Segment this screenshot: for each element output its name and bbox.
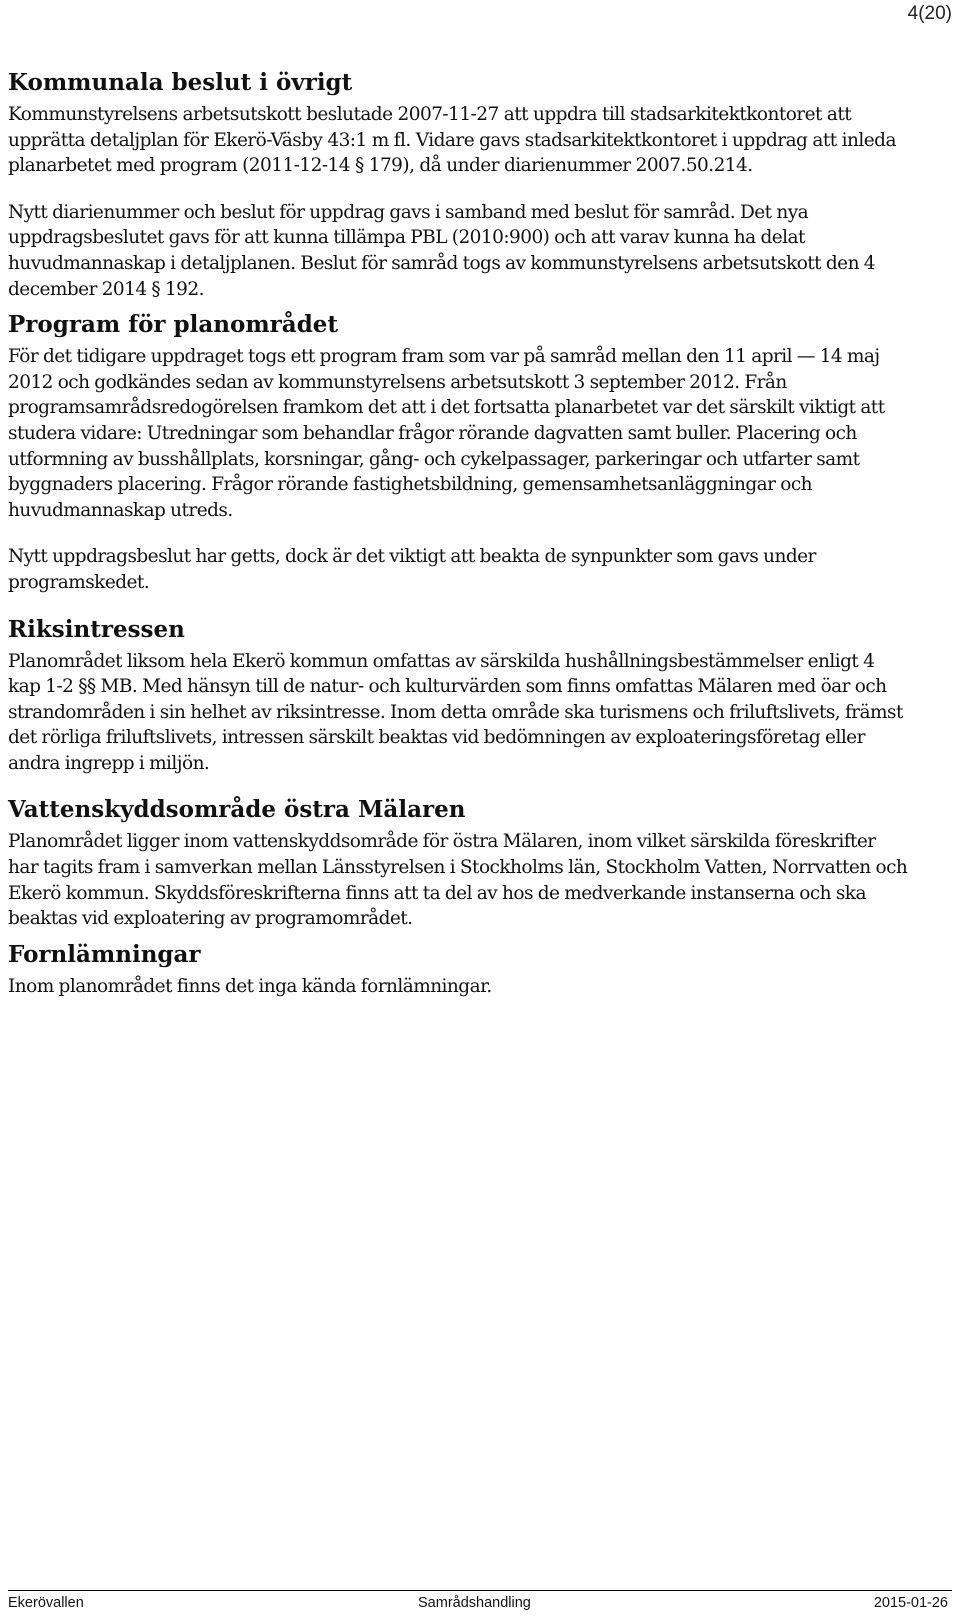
footer-date: 2015-01-26 [873,1595,948,1611]
paragraph: Inom planområdet finns det inga kända fornlämningar. [8,975,492,997]
section-heading-fornlamningar: Fornlämningar [8,940,201,968]
footer-document-type: Samrådshandling [418,1595,531,1611]
document-body [8,66,908,999]
paragraph: Planområdet liksom hela Ekerö kommun omfattas av särskilda hushållningsbestämmelser enligt 4 kap 1-2 §§ MB. Med hänsyn till de natur- och kulturvärden som finns omfattas Mälaren med öar och strandområden i sin helhet av riksintresse. Inom detta område ska turismens och friluftslivets, främst det rörliga friluftslivets, intressen särskilt beaktas vid bedömningen av exploateringsföretag eller andra ingrepp i miljön. [8,650,903,774]
section-heading-riksintressen: Riksintressen [8,615,185,643]
page-number: 4(20) [907,3,952,24]
section-heading-vattenskyddsomrade: Vattenskyddsområde östra Mälaren [8,796,466,824]
paragraph: För det tidigare uppdraget togs ett program fram som var på samråd mellan den 11 april — 14 maj 2012 och godkändes sedan av kommunstyrelsens arbetsutskott 3 september 2012. Från programsamrådsredogörelsen framkom det att i det fortsatta planarbetet var det särskilt viktigt att studera vidare: Utredningar som behandlar frågor rörande dagvatten samt buller. Placering och utformning av busshållplats, korsningar, gång- och cykelpassager, parkeringar och utfarter samt byggnaders placering. Frågor rörande fastighetsbildning, gemensamhetsanläggningar och huvudmannaskap utreds. [8,346,885,521]
paragraph: Planområdet ligger inom vattenskyddsområde för östra Mälaren, inom vilket särskilda föreskrifter har tagits fram i samverkan mellan Länsstyrelsen i Stockholms län, Stockholm Vatten, Norrvatten och Ekerö kommun. Skyddsföreskrifterna finns att ta del av hos de medverkande instanserna och ska beaktas vid exploatering av programområdet. [8,831,908,930]
paragraph: Nytt uppdragsbeslut har getts, dock är det viktigt att beakta de synpunkter som gavs under programskedet. [8,546,816,593]
paragraph: Kommunstyrelsens arbetsutskott beslutade 2007-11-27 att uppdra till stadsarkitektkontoret att upprätta detaljplan för Ekerö-Väsby 43:1 m fl. Vidare gavs stadsarkitektkontoret i uppdrag att inleda planarbetet med program (2011-12-14 § 179), då under diarienummer 2007.50.214. [8,104,896,177]
page-footer [8,1590,952,1615]
paragraph: Nytt diarienummer och beslut för uppdrag gavs i samband med beslut för samråd. Det nya uppdragsbeslutet gavs för att kunna tillämpa PBL (2010:900) och att varav kunna ha delat huvudmannaskap i detaljplanen. Beslut för samråd togs av kommunstyrelsens arbetsutskott den 4 december 2014 § 192. [8,201,875,300]
section-heading-kommunala-beslut: Kommunala beslut i övrigt [8,69,353,96]
footer-project-name: Ekerövallen [8,1595,84,1611]
section-heading-program: Program för planområdet [8,311,339,339]
